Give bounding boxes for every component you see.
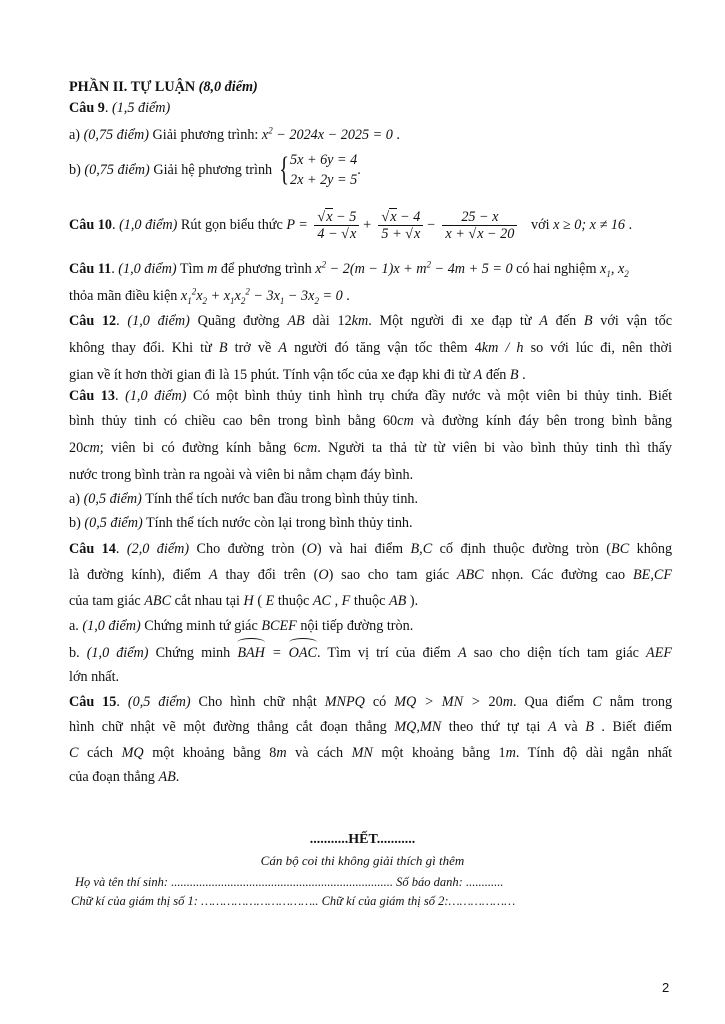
q9-equation: $x^2 - 2024x - 2025 = 0$ (261, 125, 393, 143)
q11-condition: $x_1^2x_2 + x_1x_2^2 - 3x_1 - 3x_2 = 0$ (180, 286, 343, 306)
q14-line1: Câu 14. (2,0 điểm) Cho đường tròn (O) và hai điểm B,C cố định thuộc đường tròn (BC không (69, 541, 673, 557)
q10: Câu 10. (1,0 điểm) Rút gọn biểu thức P = $\frac{√x - 5}{4 - √x}$ + $\frac{√x - 4}{5 + √x}$ − $\frac{25 - x}{x + √x - 20}$ với x ≥ 0; x ≠ 16 . (69, 209, 633, 243)
part-points: (8,0 điểm) (198, 79, 258, 95)
q9-heading: Câu 9. (1,5 điểm) (69, 100, 171, 116)
invigilator-note: Cán bộ coi thi không giải thích gì thêm (260, 853, 465, 868)
q12-line2: không thay đổi. Khi từ B trở về A người đó tăng vận tốc thêm 4km / h so với lúc đi, nên thời (69, 340, 673, 356)
q15-line4: của đoạn thẳng AB. (69, 769, 180, 785)
q14-line3: của tam giác ABC cắt nhau tại H ( E thuộc AC , F thuộc AB ). (69, 593, 419, 609)
system-brace: { (278, 151, 289, 188)
q15-line2: hình chữ nhật vẽ một đường thẳng cắt đoạn thẳng MQ,MN theo thứ tự tại A và B . Biết điểm (69, 719, 673, 735)
q11-line1: Câu 11. (1,0 điểm) Tìm m để phương trình $x^2 - 2(m - 1)x + m^2 - 4m + 5 = 0$ có hai nghiệm $x_1$, $x_2$ (69, 259, 629, 279)
q13-part-b: b) (0,5 điểm) Tính thể tích nước còn lại trong bình thủy tinh. (69, 515, 413, 531)
q14-line2: là đường kính), điểm A thay đổi trên (O) sao cho tam giác ABC nhọn. Các đường cao BE,CF (69, 567, 673, 583)
part-heading (69, 78, 258, 96)
page-number: 2 (662, 980, 670, 995)
q14-part-b: b. (1,0 điểm) Chứng minh BAH = OAC. Tìm vị trí của điểm A sao cho diện tích tam giác AEF (69, 645, 673, 661)
q15-line1: Câu 15. (0,5 điểm) Cho hình chữ nhật MNPQ có MQ > MN > 20m. Qua điểm C nằm trong (69, 694, 673, 710)
q14-part-b-end: lớn nhất. (69, 669, 120, 685)
q15-line3: C cách MQ một khoảng bằng 8m và cách MN một khoảng bằng 1m. Tính độ dài ngắn nhất (69, 745, 673, 761)
end-marker: ...........HẾT........... (309, 832, 416, 847)
q13-line2: bình thủy tinh có chiều cao bên trong bình bằng 60cm và đường kính đáy bên trong bình bằng (69, 413, 673, 429)
q9-label: Câu 9 (69, 100, 105, 116)
q12-line3: gian về ít hơn thời gian đi là 15 phút. Tính vận tốc của xe đạp khi đi từ A đến B . (69, 367, 526, 383)
part-title: PHẦN II. TỰ LUẬN (69, 79, 196, 95)
q9-part-b: b) (0,75 điểm) Giải hệ phương trình {5x + 6y = 4 2x + 2y = 5. (69, 151, 361, 188)
q10-condition: x ≥ 0; x ≠ 16 (553, 217, 626, 233)
q9-points: (1,5 điểm) (111, 100, 171, 116)
q12-line1: Câu 12. (1,0 điểm) Quãng đường AB dài 12km. Một người đi xe đạp từ A đến B với vận tốc (69, 313, 673, 329)
signature-line: Chữ kí của giám thị số 1: ………………………….. Chữ kí của giám thị số 2:……………… (71, 894, 516, 908)
q10-expression: P = $\frac{√x - 5}{4 - √x}$ + $\frac{√x - 4}{5 + √x}$ − $\frac{25 - x}{x + √x - 20}$ (286, 217, 524, 233)
q11-line2: thỏa mãn điều kiện $x_1^2x_2 + x_1x_2^2 - 3x_1 - 3x_2 = 0$ . (69, 286, 350, 306)
q13-line3: 20cm; viên bi có đường kính bằng 6cm. Người ta thả từ từ viên bi vào bình thủy tinh thì thấy (69, 440, 672, 456)
q11-equation: $x^2 - 2(m - 1)x + m^2 - 4m + 5 = 0$ (315, 259, 513, 277)
q13-line4: nước trong bình tràn ra ngoài và viên bi nằm chạm đáy bình. (69, 467, 414, 483)
q13-line1: Câu 13. (1,0 điểm) Có một bình thủy tinh hình trụ chứa đầy nước và một viên bi thủy tinh. Biết (69, 388, 673, 404)
candidate-info-line: Họ và tên thí sinh: ....................................................................... Số báo danh: ............ (75, 875, 504, 889)
q14-part-a: a. (1,0 điểm) Chứng minh tứ giác BCEF nội tiếp đường tròn. (69, 618, 414, 634)
q9-system: 5x + 6y = 4 2x + 2y = 5 (290, 152, 358, 188)
q13-part-a: a) (0,5 điểm) Tính thể tích nước ban đầu trong bình thủy tinh. (69, 491, 419, 507)
q9-part-a: a) (0,75 điểm) Giải phương trình: $x^2 - 2024x - 2025 = 0$ . (69, 125, 400, 143)
